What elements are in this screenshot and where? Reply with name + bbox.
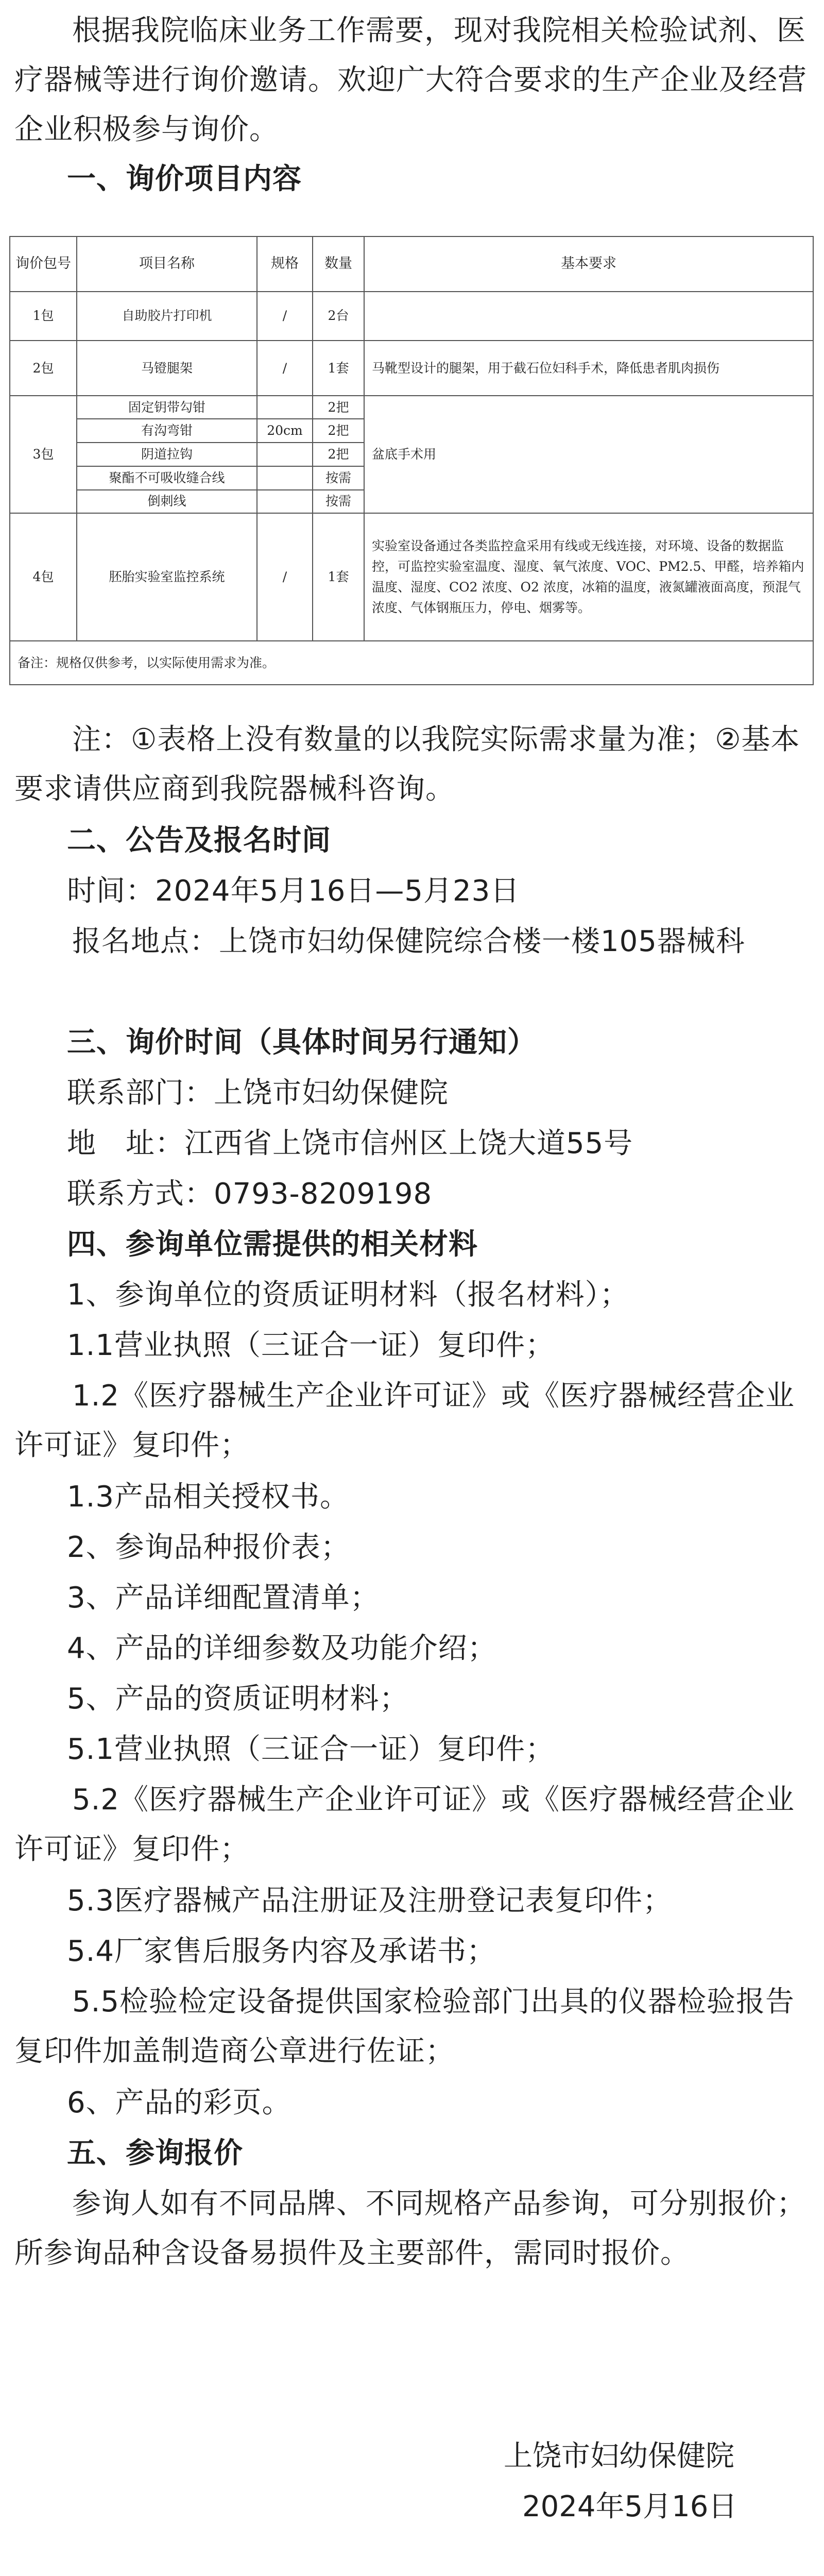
row2-name: 马镫腿架 <box>77 341 257 396</box>
table-note-row <box>10 641 813 685</box>
list-item: 5.5检验检定设备提供国家检验部门出具的仪器检验报告复印件加盖制造商公章进行佐证； <box>14 1985 795 2068</box>
section2-location: 报名地点：上饶市妇幼保健院综合楼一楼105器械科 <box>72 925 745 958</box>
section3-heading: 三、询价时间（具体时间另行通知） <box>67 1026 537 1059</box>
row3-item4-name: 聚酯不可吸收缝合线 <box>77 466 257 490</box>
section3-dept: 联系部门：上饶市妇幼保健院 <box>67 1076 449 1110</box>
row4-requirements: 实验室设备通过各类监控盒采用有线或无线连接，对环境、设备的数据监控，可监控实验室温度、湿度、氧气浓度、VOC、PM2.5、甲醛，培养箱内温度、湿度、CO2 浓度、O2 浓度，冰箱的温度，液氮罐液面高度，预混气浓度、气体钢瓶压力，停电、烟雾等。 <box>364 513 813 641</box>
row3-requirements: 盆底手术用 <box>364 396 813 513</box>
row1-package: 1包 <box>10 292 77 341</box>
row3-item5-name: 倒刺线 <box>77 490 257 514</box>
list-item: 5.1营业执照（三证合一证）复印件； <box>67 1733 555 1766</box>
row1-name: 自助胶片打印机 <box>77 292 257 341</box>
section2-time: 时间：2024年5月16日—5月23日 <box>67 874 520 908</box>
list-item: 5.3医疗器械产品注册证及注册登记表复印件； <box>67 1884 673 1918</box>
list-item: 1.3产品相关授权书。 <box>67 1480 350 1514</box>
row2-requirements: 马靴型设计的腿架，用于截石位妇科手术，降低患者肌肉损伤 <box>364 341 813 396</box>
list-item: 2、参询品种报价表； <box>67 1531 350 1564</box>
row3-item2-spec: 20cm <box>257 419 313 443</box>
row3-item3-name: 阴道拉钩 <box>77 443 257 466</box>
section3-address: 地 址：江西省上饶市信州区上饶大道55号 <box>67 1127 633 1160</box>
table-row <box>10 292 813 341</box>
row3-item1-name: 固定钥带勾钳 <box>77 396 257 419</box>
row3-item4-qty: 按需 <box>313 466 364 490</box>
intro-paragraph: 根据我院临床业务工作需要，现对我院相关检验试剂、医疗器械等进行询价邀请。欢迎广大符合要求的生产企业及经营企业积极参与询价。 <box>14 14 807 146</box>
row4-spec: / <box>257 513 313 641</box>
section1-heading: 一、询价项目内容 <box>67 162 302 196</box>
list-item: 3、产品详细配置清单； <box>67 1581 380 1615</box>
table-row <box>10 513 813 641</box>
note-paragraph: 注：①表格上没有数量的以我院实际需求量为准；②基本要求请供应商到我院器械科咨询。 <box>14 723 800 806</box>
table-row <box>10 396 813 419</box>
row4-name: 胚胎实验室监控系统 <box>77 513 257 641</box>
table-header-row <box>10 236 813 292</box>
row2-package: 2包 <box>10 341 77 396</box>
header-requirements: 基本要求 <box>364 236 813 292</box>
header-spec: 规格 <box>257 236 313 292</box>
row3-item4-spec <box>257 466 313 490</box>
row3-item1-qty: 2把 <box>313 396 364 419</box>
row1-spec: / <box>257 292 313 341</box>
row3-item5-spec <box>257 490 313 514</box>
section5-text: 参询人如有不同品牌、不同规格产品参询，可分别报价；所参询品种含设备易损件及主要部件，需同时报价。 <box>14 2187 806 2270</box>
list-item: 1、参询单位的资质证明材料（报名材料）； <box>67 1278 629 1312</box>
row1-qty: 2台 <box>313 292 364 341</box>
inquiry-table-wrapper <box>9 236 813 685</box>
row3-item1-spec <box>257 396 313 419</box>
table-note: 备注：规格仅供参考，以实际使用需求为准。 <box>10 641 813 685</box>
list-item: 5.4厂家售后服务内容及承诺书； <box>67 1935 496 1968</box>
section2-heading: 二、公告及报名时间 <box>67 824 331 857</box>
signature-org: 上饶市妇幼保健院 <box>504 2439 734 2473</box>
list-item: 1.2《医疗器械生产企业许可证》或《医疗器械经营企业许可证》复印件； <box>14 1379 795 1462</box>
row3-item3-spec <box>257 443 313 466</box>
signature-date: 2024年5月16日 <box>522 2490 737 2523</box>
section5-heading: 五、参询报价 <box>67 2137 243 2170</box>
row4-package: 4包 <box>10 513 77 641</box>
row3-item2-name: 有沟弯钳 <box>77 419 257 443</box>
row2-spec: / <box>257 341 313 396</box>
inquiry-table <box>9 236 814 685</box>
list-item: 5.2《医疗器械生产企业许可证》或《医疗器械经营企业许可证》复印件； <box>14 1783 795 1866</box>
row4-qty: 1套 <box>313 513 364 641</box>
list-item: 1.1营业执照（三证合一证）复印件； <box>67 1329 555 1362</box>
table-row <box>10 341 813 396</box>
section3-contact: 联系方式：0793-8209198 <box>67 1177 433 1211</box>
row3-item3-qty: 2把 <box>313 443 364 466</box>
list-item: 5、产品的资质证明材料； <box>67 1682 409 1716</box>
row2-qty: 1套 <box>313 341 364 396</box>
header-qty: 数量 <box>313 236 364 292</box>
section4-heading: 四、参询单位需提供的相关材料 <box>67 1228 478 1261</box>
header-package: 询价包号 <box>10 236 77 292</box>
row3-item5-qty: 按需 <box>313 490 364 514</box>
row1-requirements <box>364 292 813 341</box>
list-item: 4、产品的详细参数及功能介绍； <box>67 1632 497 1665</box>
list-item: 6、产品的彩页。 <box>67 2086 291 2120</box>
row3-package: 3包 <box>10 396 77 513</box>
header-name: 项目名称 <box>77 236 257 292</box>
row3-item2-qty: 2把 <box>313 419 364 443</box>
